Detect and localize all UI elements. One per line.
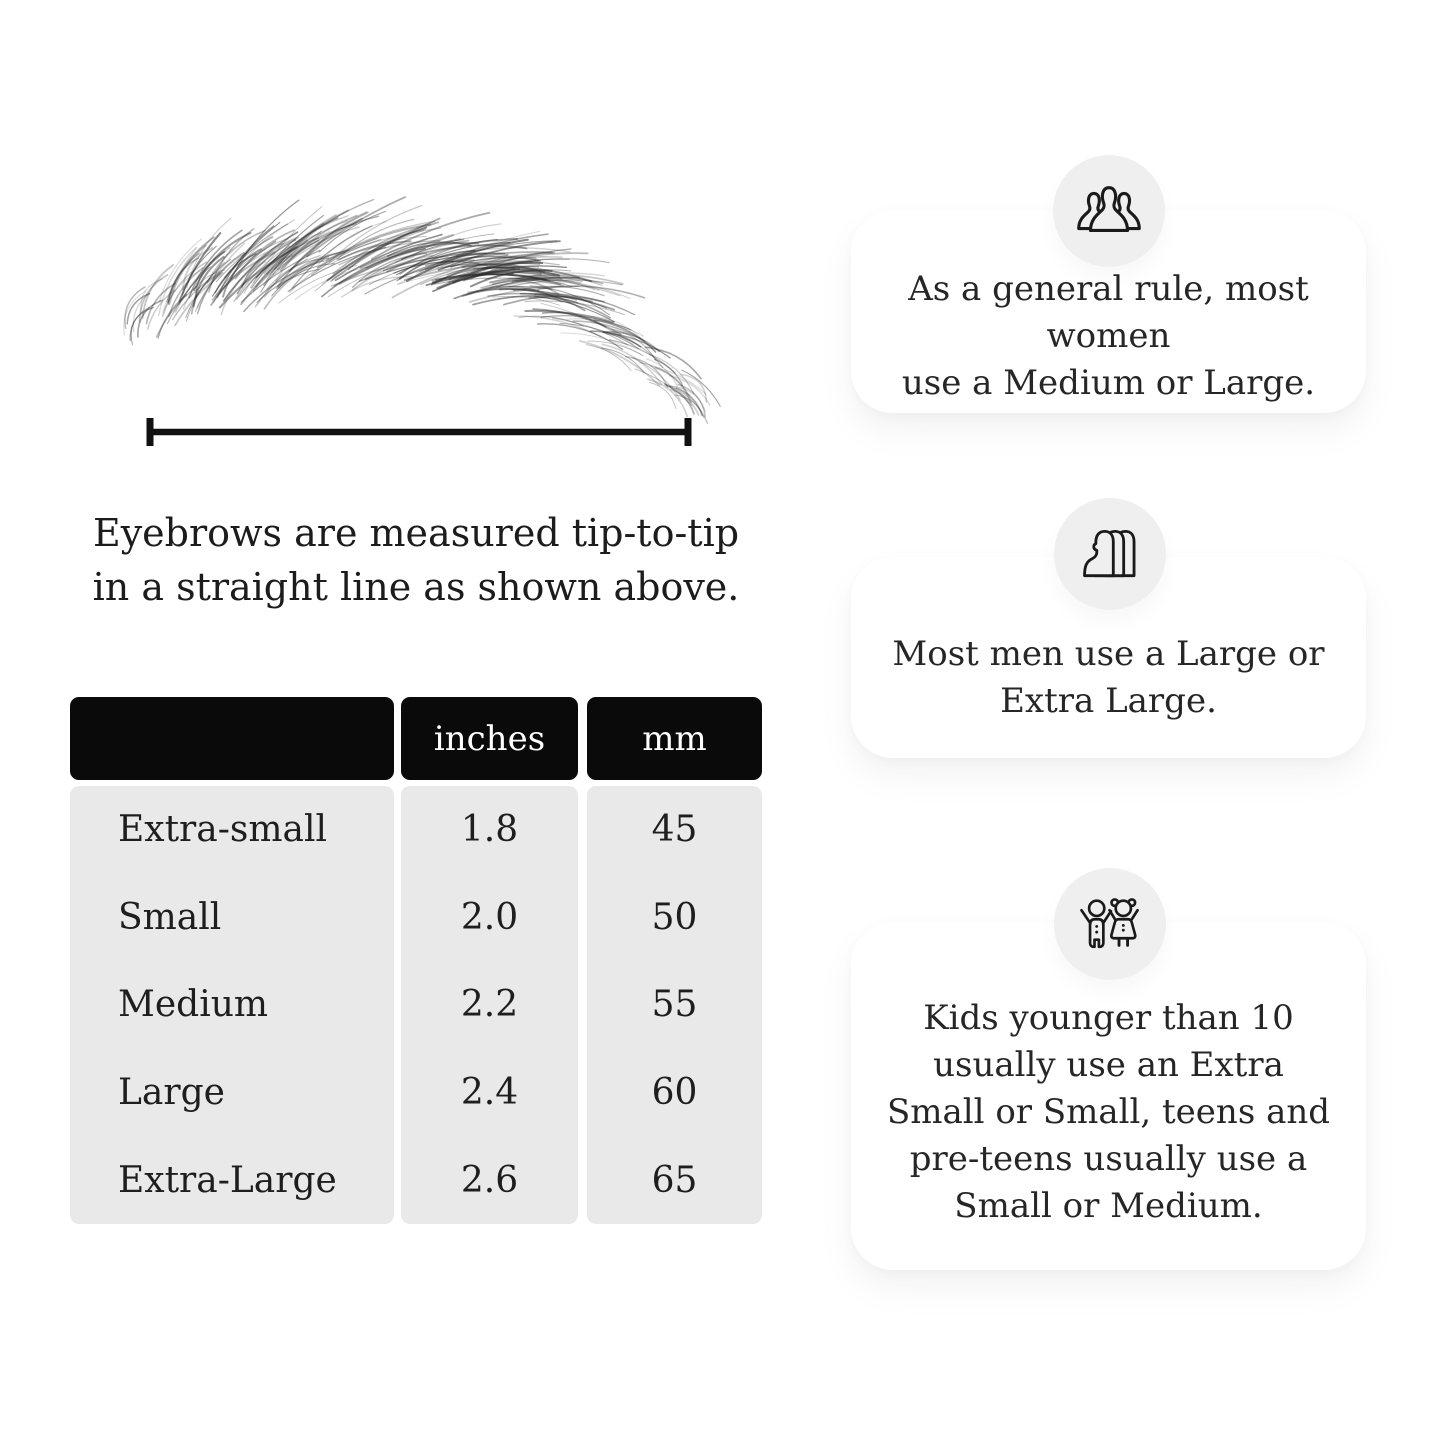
table-cell-mm-0: 45 [651, 809, 698, 851]
table-column-inches [401, 786, 578, 1224]
card-women-line-1: As a general rule, most women [908, 269, 1309, 356]
card-kids-line-4: pre-teens usually use a [909, 1138, 1308, 1179]
table-header-mm [587, 697, 762, 780]
measurement-ruler [143, 416, 695, 448]
card-women-line-2: use a Medium or Large. [901, 363, 1316, 403]
table-cell-inches-2: 2.2 [460, 984, 519, 1026]
table-cell-inches-4: 2.6 [460, 1159, 519, 1201]
icon-circle-kids [1054, 868, 1166, 980]
kids-icon [1072, 895, 1148, 953]
card-men-line-1: Most men use a Large or [892, 633, 1325, 674]
table-header-size [70, 697, 394, 780]
card-kids-line-2: usually use an Extra [933, 1044, 1284, 1085]
table-column-size [70, 786, 394, 1224]
measurement-caption [78, 506, 754, 614]
table-cell-inches-0: 1.8 [460, 809, 519, 851]
table-cell-size-4: Extra-Large [118, 1159, 337, 1201]
table-cell-mm-2: 55 [651, 984, 698, 1026]
caption-line-1: Eyebrows are measured tip-to-tip [92, 511, 740, 555]
icon-circle-women [1053, 155, 1165, 267]
table-cell-mm-4: 65 [651, 1159, 698, 1201]
table-column-mm [587, 786, 762, 1224]
card-kids-line-5: Small or Medium. [954, 1185, 1263, 1226]
card-kids-line-3: Small or Small, teens and [886, 1091, 1331, 1132]
table-cell-size-1: Small [118, 896, 222, 938]
caption-line-2: in a straight line as shown above. [92, 565, 740, 609]
eyebrow-sketch [116, 235, 698, 395]
table-header-mm-label: mm [642, 718, 707, 759]
group-icon [1072, 183, 1146, 239]
table-cell-mm-1: 50 [651, 896, 698, 938]
men-icon [1077, 526, 1143, 582]
table-cell-size-0: Extra-small [118, 809, 327, 851]
card-kids-line-1: Kids younger than 10 [923, 997, 1294, 1038]
icon-circle-men [1054, 498, 1166, 610]
table-cell-size-2: Medium [118, 984, 269, 1026]
table-header-inches-label: inches [433, 718, 546, 759]
table-cell-inches-1: 2.0 [460, 896, 519, 938]
table-cell-size-3: Large [118, 1072, 225, 1114]
card-men-line-2: Extra Large. [1000, 680, 1217, 721]
table-cell-inches-3: 2.4 [460, 1072, 519, 1114]
table-cell-mm-3: 60 [651, 1072, 698, 1114]
table-header-inches [401, 697, 578, 780]
